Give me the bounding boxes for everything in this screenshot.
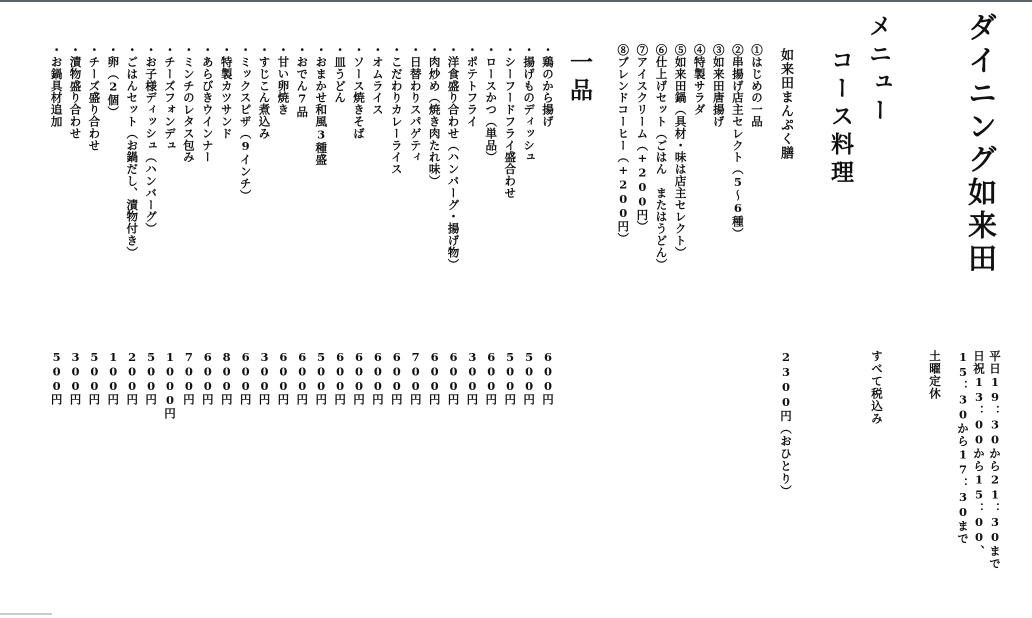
menu-item-price: 500円 <box>144 350 159 406</box>
menu-item-price: 500円 <box>87 350 102 406</box>
menu-item-price: 600円 <box>333 350 348 406</box>
menu-item-name: ・卵（2個） <box>106 44 121 118</box>
menu-item-price: 300円 <box>257 350 272 406</box>
menu-item-name: ・甘い卵焼き <box>276 44 291 116</box>
menu-item-name: ・漬物盛り合わせ <box>68 44 83 140</box>
menu-item-price: 300円 <box>465 350 480 406</box>
course-heading: コース料理 <box>827 48 854 188</box>
menu-item-price: 600円 <box>370 350 385 406</box>
course-price: 2300円（おひとり） <box>779 350 793 498</box>
menu-item-name: ・揚げものディッシュ <box>522 44 537 163</box>
menu-item-name: ・シーフードフライ盛合わせ <box>503 44 518 199</box>
menu-item-price: 1000円 <box>163 350 177 420</box>
menu-item-price: 500円 <box>522 350 537 406</box>
menu-item-price: 600円 <box>295 350 310 406</box>
menu-item-name: ・特製カツサンド <box>219 44 234 140</box>
menu-item-price: 600円 <box>352 350 366 406</box>
menu-item-price: 500円 <box>503 350 518 406</box>
menu-item-name: ・こだわりカレーライス <box>389 44 404 175</box>
top-border <box>0 0 1032 2</box>
menu-item-name: ・鶏のから揚げ <box>541 44 555 128</box>
menu-item-price: 600円 <box>389 350 404 406</box>
menu-item-price: 600円 <box>446 350 461 406</box>
bottom-edge-mark <box>0 613 52 615</box>
menu-item-name: ・洋食盛り合わせ（ハンバーグ・揚げ物） <box>446 44 461 271</box>
menu-item-price: 300円 <box>68 350 83 406</box>
hours-weekday: 平日19：30から21：30まで <box>988 350 1002 570</box>
menu-item-name: ・日替わりスパゲティ <box>408 44 423 163</box>
menu-item-price: 600円 <box>484 350 499 406</box>
menu-item-name: ・ポテトフライ <box>465 44 480 128</box>
menu-item-name: ・すじこん煮込み <box>257 44 272 140</box>
menu-item-name: ・お鍋具材追加 <box>49 44 64 128</box>
tax-note: すべて税込み <box>870 350 884 425</box>
course-name: 如来田まんぷく膳 <box>778 48 793 160</box>
menu-item-name: ・皿うどん <box>333 44 348 104</box>
course-item: ④特製サラダ <box>692 44 707 116</box>
menu-item-name: ・あらびきウインナー <box>200 44 215 163</box>
menu-item-name: ・ロースかつ（単品） <box>484 44 499 163</box>
menu-item-name: ・チーズ盛り合わせ <box>87 44 102 152</box>
course-item: ⑦アイスクリーム（+200円） <box>635 44 650 233</box>
menu-item-name: ・お子様ディッシュ（ハンバーグ） <box>144 44 159 235</box>
menu-item-name: ・オムライス <box>370 44 385 116</box>
menu-item-price: 100円 <box>106 350 121 406</box>
menu-item-price: 600円 <box>238 350 253 406</box>
closed-day: 土曜定休 <box>928 350 942 400</box>
menu-item-price: 600円 <box>200 350 215 406</box>
restaurant-title: ダイニング如来田 <box>964 12 998 276</box>
course-item: ⑥仕上げセット（ごはん またはうどん） <box>654 44 669 271</box>
menu-item-price: 500円 <box>314 350 329 406</box>
menu-item-price: 200円 <box>125 350 140 406</box>
menu-item-name: ・おまかせ和風3種盛 <box>314 44 329 166</box>
menu-item-name: ・肉炒め（焼き肉たれ味） <box>427 44 442 187</box>
menu-item-name: ・おでん7品 <box>295 44 310 118</box>
menu-item-price: 500円 <box>49 350 64 406</box>
course-item: ②串揚げ店主セレクト（5～6種） <box>730 44 745 240</box>
menu-item-price: 600円 <box>276 350 291 406</box>
course-item: ①はじめの一品 <box>750 44 764 128</box>
menu-item-name: ・ミックスピザ（9インチ） <box>238 44 253 202</box>
course-item: ⑧ブレンドコーヒー（+200円） <box>616 44 631 245</box>
hours-holiday-2: 15：30から17：30まで <box>956 350 970 545</box>
menu-item-price: 600円 <box>541 350 555 406</box>
menu-item-price: 800円 <box>219 350 234 406</box>
menu-item-name: ・ごはんセット（お鍋だし、漬物付き） <box>125 44 140 259</box>
ippin-heading: 一品 <box>566 50 593 106</box>
course-item: ③如来田唐揚げ <box>711 44 726 128</box>
menu-item-price: 700円 <box>408 350 423 406</box>
menu-item-name: ・チーズフォンデュ <box>163 44 177 152</box>
menu-item-price: 700円 <box>181 350 196 406</box>
menu-item-name: ・ソース焼きそば <box>352 44 366 140</box>
hours-holiday-1: 日祝13：00から15：00、 <box>972 350 986 558</box>
course-item: ⑤如来田鍋（具材・味は店主セレクト） <box>673 44 688 259</box>
menu-heading: メニュー <box>865 14 892 126</box>
menu-item-name: ・ミンチのレタス包み <box>181 44 196 163</box>
menu-item-price: 600円 <box>427 350 442 406</box>
